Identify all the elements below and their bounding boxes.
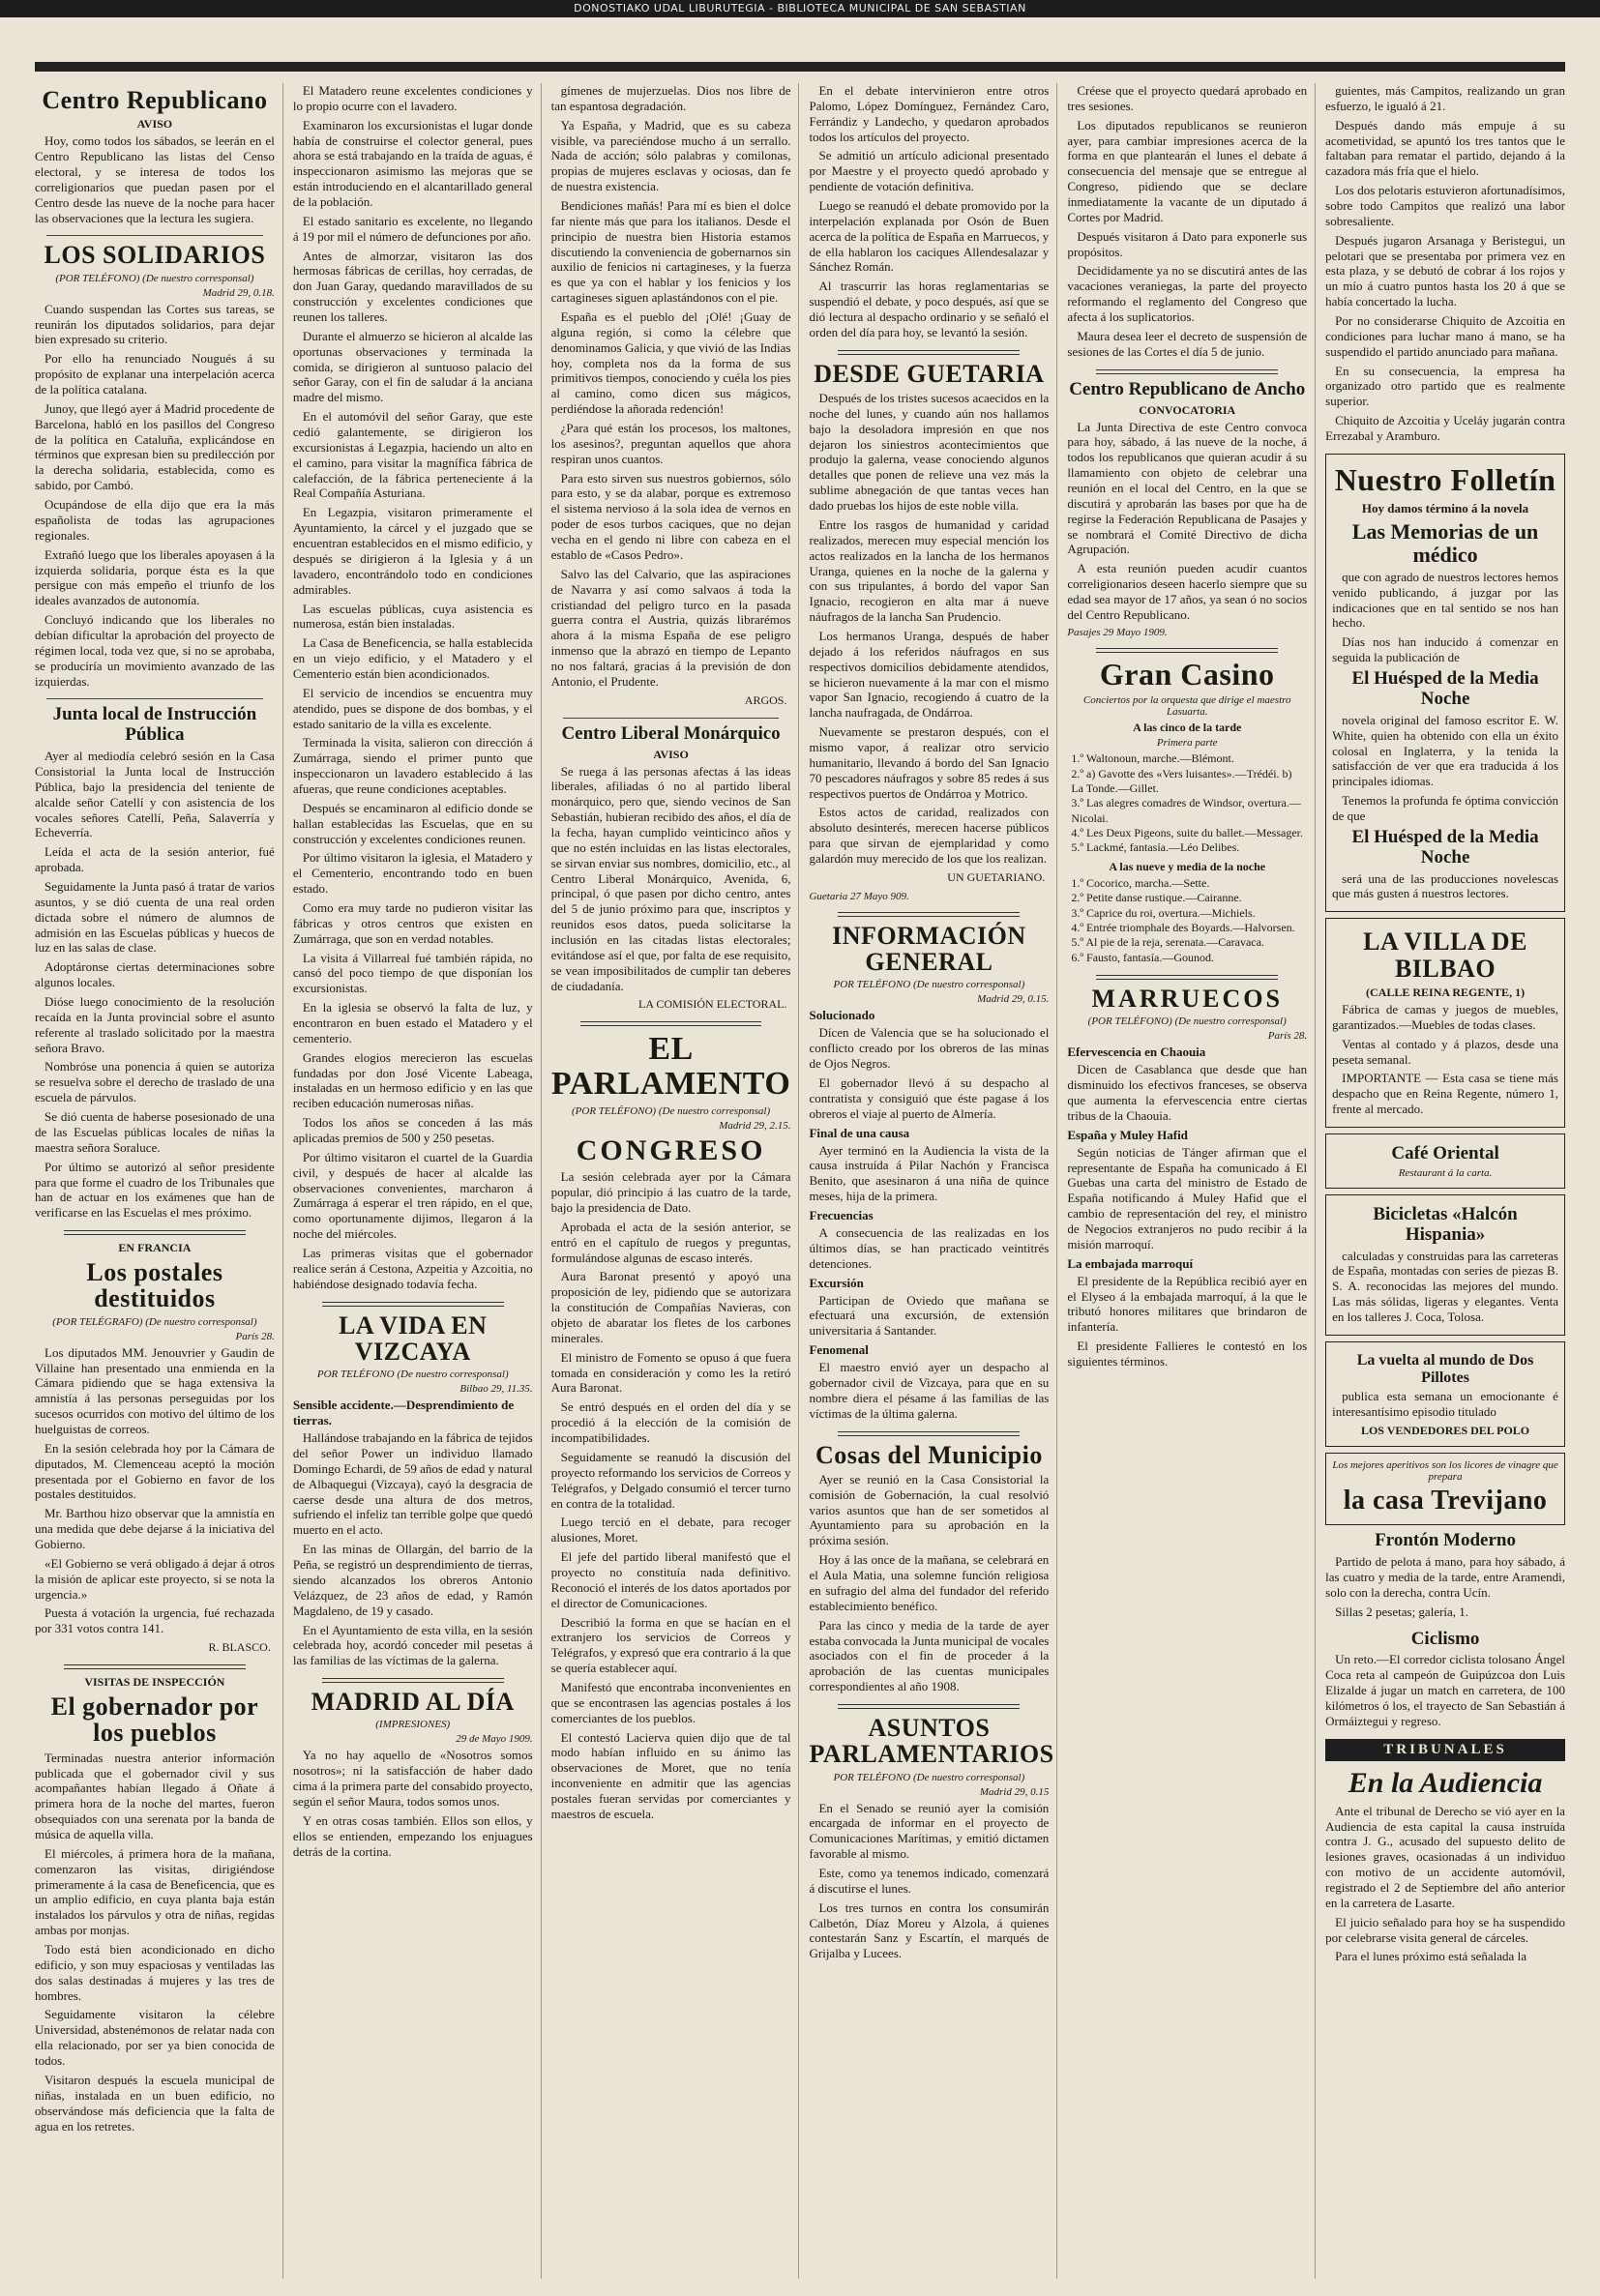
divider <box>64 1230 246 1235</box>
headline: LA VILLA DE BILBAO <box>1363 927 1527 983</box>
paragraph: El maestro envió ayer un despacho al gobernador civil de Vizcaya, para que en su nombre diera el pésame á las familias de las víctimas de la última galerna. <box>809 1360 1050 1421</box>
headline: ASUNTOS PARLAMENTARIOS <box>809 1713 1054 1769</box>
headline: Café Oriental <box>1391 1142 1499 1163</box>
dateline: Madrid 29, 2.15. <box>719 1119 791 1132</box>
paragraph: El presidente de la República recibió ayer en el Elyseo á la embajada marroquí, á la que le tributó honores militares que brindaron de infantería. <box>1067 1273 1308 1335</box>
paragraph: que con agrado de nuestros lectores hemos venido publicando, á juzgar por las indicaciones que en tal sentido se nos han hecho. <box>1332 569 1558 631</box>
paragraph: Maura desea leer el decreto de suspensión de sesiones de las Cortes el día 5 de junio. <box>1067 328 1308 359</box>
paragraph: Para esto sirven sus nuestros gobiernos, sólo para esto, y se da alabar, porque es extremoso el sistema nervioso á la sola idea de vernos en poder de esos turbos caciques, que no dejan vecha en el gendo ni libre con cabeza en el establo de «Casos Pedro». <box>550 470 791 562</box>
paragraph: Terminadas nuestra anterior información publicada que el gobernador civil y sus acompañantes habían llegado á Oñate á primera hora de la noche del martes, fueron obsequiados con una serenata por la banda de música de aquella villa. <box>35 1750 275 1842</box>
paragraph: Aura Baronat presentó y apoyó una proposición de ley, pidiendo que se autorizara la constitución de Compañías Navieras, con objeto de abaratar los fletes de los carbones minerales. <box>550 1269 791 1345</box>
paragraph: Terminada la visita, salieron con dirección á Zumárraga, siendo el primer punto que inspeccionaron un lavadero establecido á las afueras, que reune condiciones aceptables. <box>292 735 533 796</box>
paragraph: Partido de pelota á mano, para hoy sábado, á las cuatro y media de la tarde, entre Aramendi, solo con la derecha, contra Ucín. <box>1325 1554 1565 1600</box>
paragraph: publica esta semana un emocionante é interesantísimo episodio titulado <box>1332 1389 1558 1419</box>
column-6 <box>1325 83 1573 2279</box>
paragraph: Los dos pelotaris estuvieron afortunadísimos, sobre todo Campitos que realizó una labor sobresaliente. <box>1325 183 1565 228</box>
paragraph: En el Senado se reunió ayer la comisión encargada de informar en el proyecto de Comunicaciones Marítimas, y emitió dictamen favorable al mismo. <box>809 1800 1050 1862</box>
paragraph: Al trascurrir las horas reglamentarias se suspendió el debate, y poco después, así que se dió lectura al despacho ordinario y se señaló el orden del día para hoy, se levantó la sesión. <box>809 279 1050 339</box>
subhead: Los mejores aperitivos son los licores de vinagre que prepara <box>1332 1458 1558 1483</box>
subhead: Final de una causa <box>809 1125 910 1140</box>
paragraph: calculadas y construidas para las carreteras de España, montadas con series de piezas B. S. A. reconocidas las mejores del mundo. Las más sólidas, ligeras y elegantes. Venta en los talleres J. Coca, Tolosa. <box>1332 1248 1558 1325</box>
divider <box>46 235 263 236</box>
byline: POR TELÉFONO (De nuestro corresponsal) <box>833 979 1025 991</box>
divider <box>1096 369 1278 374</box>
headline: la casa Trevijano <box>1343 1485 1548 1516</box>
paragraph: En el debate intervinieron entre otros Palomo, López Domínguez, Fernández Caro, Ferrándiz y Landecho, y quedaron aprobados todos los artículos del proyecto. <box>809 83 1050 144</box>
byline: (POR TELÉFONO) (De nuestro corresponsal) <box>1087 1016 1287 1028</box>
novel-title: El Huésped de la Media Noche <box>1351 668 1539 709</box>
paragraph: Cuando suspendan las Cortes sus tareas, se reunirán los diputados solidarios, para dejar bien expresado su criterio. <box>35 301 275 347</box>
program-item: 4.º Entrée triomphale des Boyards.—Halvorsen. <box>1071 920 1295 934</box>
subhead: LOS VENDEDORES DEL POLO <box>1360 1423 1530 1437</box>
paragraph: Los diputados republicanos se reunieron ayer, para cambiar impresiones acerca de la forma en que plantearán el lunes el debate á consecuencia del mensaje que se entregue al Congreso, pidiendo que se declare inmediatamente la vacante de un diputado á Cortes por Madrid. <box>1067 117 1308 224</box>
dateline: Madrid 29, 0.18. <box>202 286 275 299</box>
program-item: 3.º Caprice du roi, overtura.—Michiels. <box>1071 905 1256 920</box>
dateline: Madrid 29, 0.15 <box>979 1785 1050 1798</box>
paragraph: Después visitaron á Dato para exponerle sus propósitos. <box>1067 228 1308 259</box>
headline: Nuestro Folletín <box>1334 461 1556 497</box>
dateline: 29 de Mayo 1909. <box>456 1733 533 1746</box>
paragraph: Luego terció en el debate, para recoger alusiones, Moret. <box>550 1515 791 1545</box>
novel-title: Las Memorias de un médico <box>1351 518 1539 567</box>
paragraph: En el automóvil del señor Garay, que este cedió galantemente, se dirigieron los excursionistas á Legazpia, haciendo un alto en el camino, para visitar la magnífica fábrica de calefacción, de la fábrica perteneciente á la Real Compañía Asturiana. <box>292 409 533 501</box>
paragraph: Bendiciones mañás! Para mí es bien el dolce far niente más que para los italianos. Desde el principio de nuestra bien Historia estamos discutiendo la conveniencia de gobernarnos sin auxilio de fenicios ni cartagineses, y la fuerza es que ya con el hablar y los fenicios y los cartagineses siguen aplastándonos con el pie. <box>550 198 791 306</box>
ad-trevijano <box>1325 1453 1565 1525</box>
ad-bicicletas <box>1325 1194 1565 1336</box>
paragraph: Nuevamente se prestaron después, con el mismo vapor, á realizar otro servicio humanitario, llevando á bordo del San Ignacio 70 pescadores náufragos y sobre 85 redes á sus respectivos puertos de Ondárroa y Motrico. <box>809 724 1050 801</box>
paragraph: Hoy á las once de la mañana, se celebrará en el Aula Matia, una solemne función religiosa en sufragio del alma del fundador del referido establecimiento benéfico. <box>809 1552 1050 1613</box>
column-4 <box>809 83 1057 2279</box>
novel-title: El Huésped de la Media Noche <box>1351 826 1539 868</box>
program-item: 4.º Les Deux Pigeons, suite du ballet.—Messager. <box>1071 826 1303 840</box>
paragraph: Todos los años se conceden á las más aplicadas premios de 500 y 250 pesetas. <box>292 1115 533 1145</box>
subhead: AVISO <box>136 117 173 132</box>
paragraph: guientes, más Campitos, realizando un gran esfuerzo, le igualó á 21. <box>1325 83 1565 113</box>
program-item: 2.º a) Gavotte des «Vers luisantes».—Trédéi. b) La Tonde.—Gillet. <box>1071 766 1292 795</box>
article-madrid-cont <box>551 83 791 708</box>
program-item: 2.º Petite danse rustique.—Cairanne. <box>1071 891 1242 905</box>
paragraph: El gobernador llevó á su despacho al contratista y consiguió que éste pagase á los obreros el viaje al puerto de Almería. <box>809 1075 1050 1121</box>
paragraph: ¿Para qué están los procesos, los maltones, los asesinos?, preguntan aquellos que ahora respiran unos cuantos. <box>550 421 791 466</box>
signature: R. BLASCO. <box>208 1640 271 1655</box>
paragraph: Nombróse una ponencia á quien se autoriza se resuelva sobre el derecho de traslado de una escuela de párvulos. <box>35 1059 275 1105</box>
program-list <box>1067 876 1307 965</box>
headline: EL PARLAMENTO <box>550 1031 791 1103</box>
paragraph: Examinaron los excursionistas el lugar donde había de construirse el colector general, pues ahora se está trabajando en la traída de aguas, é inspeccionaron asimismo las mejoras que se están introduciendo en el alcantarillado general de la población. <box>292 117 533 210</box>
column-1 <box>35 83 283 2279</box>
paragraph: Puesta á votación la urgencia, fué rechazada por 331 votos contra 141. <box>35 1605 275 1636</box>
paragraph: Para el lunes próximo está señalada la <box>1335 1949 1526 1964</box>
paragraph: Tenemos la profunda fe óptima convicción de que <box>1332 793 1558 823</box>
program-time: A las nueve y media de la noche <box>1109 859 1266 873</box>
paragraph: Fábrica de camas y juegos de muebles, garantizados.—Muebles de todas clases. <box>1332 1001 1558 1032</box>
divider <box>838 1704 1020 1709</box>
divider <box>64 1664 246 1669</box>
paragraph: Hallándose trabajando en la fábrica de tejidos del señor Power un individuo llamado Domingo Echardi, de 59 años de edad y natural de Albaquegui (Vizcaya), cayó la desgracia de caerse desde una altura de dos metros, sufriendo el infeliz tan terrible golpe que quedó muerto en el acto. <box>292 1430 533 1538</box>
headline: MARRUECOS <box>1091 984 1283 1013</box>
paragraph: La Casa de Beneficencia, se halla establecida en un viejo edificio, y el Matadero y el Cementerio están bien acondicionados. <box>292 635 533 681</box>
subhead: Conciertos por la orquesta que dirige el maestro Lasuarta. <box>1082 694 1291 719</box>
divider <box>322 1302 504 1307</box>
program-item: 6.º Fausto, fantasía.—Gounod. <box>1071 950 1215 964</box>
column-2 <box>293 83 542 2279</box>
paragraph: Ventas al contado y á plazos, desde una peseta semanal. <box>1332 1036 1558 1067</box>
paragraph: Manifestó que encontraba inconvenientes en que se encontrasen las agencias postales á los comerciantes de los pueblos. <box>550 1679 791 1725</box>
column-5 <box>1067 83 1316 2279</box>
paragraph: Extrañó luego que los liberales apoyasen á la izquierda solidaria, porque ésta es la que persigue con más empeño el triunfo de los ideales avanzados de autonomía. <box>35 546 275 608</box>
paragraph: Salvo las del Calvario, que las aspiraciones de Navarra y así como salvaos á toda la cristiandad del peligro turco en la pasada guerra contra el Austria, quizás librarémos ahora á la misma España de ese peligro inmenso que la abrazó en tiempo de Lepanto no nos faltará, gracias á la previsión de don Antonio, el Prudente. <box>550 566 791 689</box>
program-list <box>1067 751 1307 856</box>
paragraph: Seguidamente se reanudó la discusión del proyecto reformando los servicios de Correos y Telégrafos, y Delgado consumió el tercer turno en contra de la totalidad. <box>550 1449 791 1511</box>
paragraph: Antes de almorzar, visitaron las dos hermosas fábricas de cerillas, hoy cerradas, de don Juan Garay, quedando maravillados de su construcción y excelentes condiciones que reunen los talleres. <box>292 248 533 325</box>
dateline: París 28. <box>1267 1030 1308 1043</box>
headline: MADRID AL DÍA <box>311 1688 515 1717</box>
subhead: CONVOCATORIA <box>1139 402 1236 417</box>
article-audiencia <box>1325 1767 1565 1965</box>
byline: (POR TELÉFONO) (De nuestro corresponsal) <box>572 1104 771 1117</box>
byline: POR TELÉFONO (De nuestro corresponsal) <box>833 1771 1025 1783</box>
paragraph: Por último visitaron el cuartel de la Guardia civil, y después de hacer al alcalde las observaciones convenientes, marcharon á Zumárraga á esperar el tren rápido, en el que, como oportunamente dijimos, llegaron á la noche del miércoles. <box>292 1149 533 1242</box>
divider <box>322 1678 504 1683</box>
paragraph: Hoy, como todos los sábados, se leerán en el Centro Republicano las listas del Censo electoral, y se interesa de todos los correligionarios que puedan pasen por el Centro desde las nueve de la noche para hacer las observaciones que la lectura les sugiera. <box>35 133 275 225</box>
paragraph: Por ello ha renunciado Nougués á su propósito de explanar una interpelación acerca de la política catalana. <box>35 351 275 397</box>
article-gobernador-cont <box>293 83 533 1292</box>
article-cosas-municipio <box>809 1442 1049 1694</box>
paragraph: Un reto.—El corredor ciclista tolosano Ángel Coca reta al campeón de Guipúzcoa don Luis Elizalde á jugar un match en carretera, de 100 kilómetros ó los, el trayecto de San Sebastián á Ormáiztegui y regreso. <box>1325 1652 1565 1728</box>
paragraph: El Matadero reune excelentes condiciones y lo propio ocurre con el lavadero. <box>292 83 533 113</box>
paragraph: El miércoles, á primera hora de la mañana, comenzaron las visitas, dirigiéndose primeramente á la casa de Beneficencia, que es un amplio edificio, en cuya planta baja están instalados los párvulos y otra de niñas, regidas ambas por monjas. <box>35 1845 275 1938</box>
program-item: 5.º Al pie de la reja, serenata.—Caravaca. <box>1071 935 1264 950</box>
dateline: Madrid 29, 0.15. <box>977 993 1050 1006</box>
divider <box>838 350 1020 355</box>
byline: (IMPRESIONES) <box>375 1719 451 1731</box>
paragraph: Días nos han inducido á comenzar en seguida la publicación de <box>1332 634 1558 665</box>
paragraph: Por no considerarse Chiquito de Azcoitia en condiciones para luchar mano á mano, se ha suspendido el partido anunciado para mañana. <box>1325 313 1565 359</box>
ad-folletin <box>1325 454 1565 912</box>
paragraph: La Junta Directiva de este Centro convoca para hoy, sábado, á las nueve de la noche, á todos los republicanos que quieran acudir á su llamamiento con objeto de celebrar una reunión en el local del Centro, en la que se discutirá y aprobarán las bases por que ha de regirse la Federación Republicana de Pasajes y se nombrará el Comité Directivo de dicha Agrupación. <box>1067 419 1308 557</box>
article-asuntos-parlamentarios <box>809 1713 1054 1961</box>
paragraph: España es el pueblo del ¡Olé! ¡Guay de alguna región, si como la célebre que denominamos Galicia, y que vivió de las Indias hoy, completa nos da la forma de sus primitivos tiempos, conociendo y cuéla los pies al camino, como dicen sus mágicos, perdiéndose la añorada redención! <box>550 309 791 417</box>
dateline: París 28. <box>235 1330 275 1342</box>
paragraph: Y en otras cosas también. Ellos son ellos, y ellos se entienden, empezando los enjuagues detrás de la cortina. <box>292 1812 533 1859</box>
paragraph: Por último se autorizó al señor presidente para que forme el cuadro de los Tribunales que han de actuar en los exámenes que han de verificarse en las Escuelas el mes próximo. <box>35 1159 275 1221</box>
headline: La vuelta al mundo de Dos Pillotes <box>1356 1351 1534 1386</box>
paragraph: Se entró después en el orden del día y se procedió á la elección de la comisión de incompatibilidades. <box>550 1399 791 1446</box>
subhead: (CALLE REINA REGENTE, 1) <box>1366 985 1526 999</box>
article-vida-vizcaya <box>293 1312 533 1668</box>
article-ciclismo <box>1325 1630 1565 1729</box>
divider <box>46 698 263 699</box>
paragraph: Créese que el proyecto quedará aprobado en tres sesiones. <box>1067 83 1308 113</box>
paragraph: Después de los tristes sucesos acaecidos en la noche del lunes, y cuando aún nos hallamos bajo la desoladora impresión en que nos dejaron los siniestros acontecimientos que produjo la galerna, vease conociendo algunos detalles que ponen de relieve una vez más la sublime abnegación de que tantas veces han dado pruebas los hijos de este noble villa. <box>809 391 1050 514</box>
divider <box>580 1021 762 1026</box>
article-congreso-cont <box>809 83 1049 340</box>
paragraph: Todo está bien acondicionado en dicho edificio, y son muy espaciosas y ventiladas las dos salas destinadas á mujeres y las tres de hombres. <box>35 1942 275 2003</box>
masthead-rule <box>35 62 1565 72</box>
article-informacion-general <box>809 923 1049 1422</box>
subhead: Excursión <box>809 1275 864 1290</box>
paragraph: La sesión celebrada ayer por la Cámara popular, dió principio á las cuatro de la tarde, bajo la presidencia de Dato. <box>550 1169 791 1216</box>
headline: Gran Casino <box>1099 656 1275 692</box>
paragraph: Aprobada el acta de la sesión anterior, se entró en el capítulo de ruegos y preguntas, formulándose algunas de escaso interés. <box>550 1219 791 1265</box>
dateline: Guetaria 27 Mayo 909. <box>809 890 909 902</box>
subhead: Efervescencia en Chaouia <box>1067 1045 1206 1060</box>
paragraph: Participan de Oviedo que mañana se efectuará una excursión, de extensión universitaria á Santander. <box>809 1292 1050 1339</box>
headline: LA VIDA EN VIZCAYA <box>339 1310 488 1366</box>
program-part: Primera parte <box>1156 737 1218 750</box>
signature: UN GUETARIANO. <box>947 869 1046 884</box>
paragraph: Por último visitaron la iglesia, el Matadero y el Cementerio, encontrando todo en buen estado. <box>292 850 533 897</box>
paragraph: Ya no hay aquello de «Nosotros somos nosotros»; ni la satisfacción de haber dado cima á la primera parte del consabido proyecto, según el señor Maura, todos somos unos. <box>292 1748 533 1809</box>
paragraph: Las escuelas públicas, cuya asistencia es numerosa, están bien instaladas. <box>292 601 533 632</box>
subhead: AVISO <box>653 747 689 761</box>
paragraph: Después dando más empuje á su acometividad, se apuntó los tres tantos que le faltaban para rematar el partido, dejando á la cazadora más fría que el hielo. <box>1325 117 1565 179</box>
program-item: 3.º Las alegres comadres de Windsor, overtura.—Nicolai. <box>1071 796 1301 825</box>
columns <box>35 83 1573 2279</box>
paragraph: Ya España, y Madrid, que es su cabeza visible, va pareciéndose mucho á un serrallo. Nada de acción; sólo palabras y comilonas, propias de mujeres esclavas y ociosas, dan fe de nuestra existencia. <box>550 117 791 194</box>
divider <box>838 1431 1020 1436</box>
paragraph: Luego se reanudó el debate promovido por la interpelación explanada por Osón de Buen acerca de la política de España en Marruecos, y de ella hablaron los caciques Allendesalazar y Sánchez Román. <box>809 198 1050 275</box>
article-centro-liberal <box>551 724 791 1013</box>
paragraph: Adoptáronse ciertas determinaciones sobre algunos locales. <box>35 959 275 990</box>
program-time: A las cinco de la tarde <box>1133 721 1242 735</box>
paragraph: Ocupándose de ella dijo que era la más españolista de todas las agrupaciones regionales. <box>35 497 275 543</box>
headline: DESDE GUETARIA <box>814 359 1045 388</box>
paragraph: A esta reunión pueden acudir cuantos correligionarios deseen hacerlo siempre que su edad sea mayor de 17 años, ya sean ó no socios del Centro Republicano. <box>1067 561 1308 622</box>
paragraph: Según noticias de Tánger afirman que el representante de España ha comunicado á El Guebas una carta del ministro de Estado de España notificando á Muley Hafid que el cambio de representación del rey, el ministro de Negocios extranjeros no pudo recibir á la misión marroquí. <box>1067 1144 1308 1251</box>
paragraph: Dicen de Casablanca que desde que han disminuido los efectivos franceses, se observa que aumenta la efervescencia entre ciertas tribus de la Chaouia. <box>1067 1062 1308 1123</box>
article-gobernador <box>35 1675 275 2134</box>
article-pelota-cont <box>1325 83 1565 444</box>
paragraph: Ayer al mediodía celebró sesión en la Casa Consistorial la Junta local de Instrucción Pública, bajo la presidencia del teniente de alcalde señor Catellí y con asistencia de los vocales señores Catellí, Peña, Salaverría y Echeverría. <box>35 749 275 840</box>
paragraph: Se admitió un artículo adicional presentado por Maestre y el proyecto quedó aprobado y pendiente de votación definitiva. <box>809 148 1050 194</box>
paragraph: Junoy, que llegó ayer á Madrid procedente de Barcelona, habló en los pasillos del Congreso de la política en Cataluña, explicándose en términos que expresan bien su predilección por la derecha solidaria, establecida, como es sabido, por Cambó. <box>35 400 275 493</box>
subhead: Hoy damos término á la novela <box>1361 500 1529 515</box>
paragraph: El presidente Fallieres le contestó en los siguientes términos. <box>1067 1339 1308 1369</box>
paragraph: Se dió cuenta de haberse posesionado de una de las Escuelas públicas locales de niñas la maestra señora Soraluce. <box>35 1109 275 1155</box>
kicker: VISITAS DE INSPECCIÓN <box>84 1675 225 1690</box>
headline: Ciclismo <box>1410 1628 1480 1649</box>
subhead: Restaurant á la carta. <box>1398 1166 1493 1179</box>
paragraph: Grandes elogios merecieron las escuelas fundadas por don José Vicente Labeaga, instaladas en un hermoso edificio y en las que reciben educación numerosas niñas. <box>292 1049 533 1111</box>
article-fronton <box>1325 1531 1565 1619</box>
paragraph: Las primeras visitas que el gobernador realice serán á Cestona, Azpeitia y Azcoitia, no habiéndose designado todavía fecha. <box>292 1246 533 1291</box>
headline: Cosas del Municipio <box>815 1440 1043 1469</box>
subhead: Fenomenal <box>809 1342 869 1358</box>
paragraph: Estos actos de caridad, realizados con absoluto desinterés, merecen hacerse públicos para que sirvan de ejemplaridad y como galardón muy merecido de los que los realizan. <box>809 805 1050 866</box>
article-solidarios <box>35 242 275 689</box>
headline: Centro Republicano <box>42 86 268 114</box>
byline: POR TELÉFONO (De nuestro corresponsal) <box>316 1369 509 1381</box>
subhead: Sensible accidente.—Desprendimiento de tierras. <box>292 1398 515 1428</box>
dateline: Bilbao 29, 11.35. <box>459 1383 533 1396</box>
divider <box>1096 975 1278 980</box>
paragraph: El servicio de incendios se encuentra muy atendido, pues se dispone de dos bombas, y el estado sanitario de la villa es excelente. <box>292 685 533 731</box>
headline: INFORMACIÓN GENERAL <box>832 921 1026 977</box>
paragraph: Para las cinco y media de la tarde de ayer estaba convocada la Junta municipal de vocales asociados con el fin de proceder á la aprobación de las cuentas municipales correspondientes al año 1908. <box>809 1617 1050 1694</box>
byline: (POR TELÉFONO) (De nuestro corresponsal) <box>55 272 254 284</box>
paragraph: Seguidamente visitaron la célebre Universidad, abstenémonos de relatar nada con ella relacionado, por ser ya bien conocida de todos. <box>35 2007 275 2069</box>
article-marruecos <box>1067 986 1307 1369</box>
headline: Frontón Moderno <box>1375 1530 1516 1551</box>
ad-vuelta-mundo <box>1325 1341 1565 1447</box>
article-guetaria <box>809 361 1049 902</box>
paragraph: Después se encaminaron al edificio donde se hallan establecidas las Escuelas, que en su construcción y excelentes condiciones reunen. <box>292 800 533 846</box>
paragraph: Este, como ya tenemos indicado, comenzará á discutirse el lunes. <box>809 1865 1050 1896</box>
article-centro-ancho <box>1067 380 1307 638</box>
paragraph: gímenes de mujerzuelas. Dios nos libre de tan espantosa degradación. <box>550 83 791 113</box>
paragraph: El contestó Lacierva quien dijo que de tal modo habían influido en su ánimo las observaciones de Moret, que no tenía inconveniente en admitir que las agencias postales fueran servidas por comerciantes y maestros de escuela. <box>550 1729 791 1821</box>
article-centro-republicano <box>35 87 275 225</box>
paragraph: IMPORTANTE — Esta casa se tiene más despacho que en Reina Regente, número 1, frente al mercado. <box>1332 1071 1558 1117</box>
paragraph: Dióse luego conocimiento de la resolución recaída en la Junta provincial sobre el asunto referente al traslado solicitado por la maestra señora Bravo. <box>35 994 275 1055</box>
paragraph: Durante el almuerzo se hicieron al alcalde las oportunas observaciones y terminada la comida, se dirigieron al suntuoso palacio del señor Garay, con el fin de saludar á la anciana madre del mismo. <box>292 328 533 405</box>
paragraph: Mr. Barthou hizo observar que la amnistía en una medida que debe dejarse á la iniciativa del Gobierno. <box>35 1506 275 1551</box>
paragraph: En las minas de Ollargán, del barrio de la Peña, se registró un desprendimiento de tierras, siendo alcanzados los obreros Antonio Velázquez, de 23 años de edad, y Ramón Magdaleno, de 19 y casado. <box>292 1542 533 1618</box>
paragraph: Se ruega á las personas afectas á las ideas liberales, afiliadas ó no al partido liberal monárquico, pero que, siendo vecinos de San Sebastián, hubieran recibido des años, el día de la fecha, hayan cumplido veinticinco años y que no estén incluidas en las listas electorales, se sirvan enviar sus nombres, domicilio, etc., al Centro Liberal Monárquico, Avenida, 6, principal, ó que pasen por dicho centro, antes del 5 de junio próximo para que, inscriptos y reunidos esos datos, pueda solicitarse la inclusión en las citadas listas electorales; evitándose así el que, por falta de ese requisito, se vean imposibilitados de cumplir tan deberes de ciudadanía. <box>550 763 791 993</box>
divider <box>838 912 1020 917</box>
paragraph: El jefe del partido liberal manifestó que el proyecto no constituía nada definitivo. Reconoció el interés de los datos aportados por el director de Comunicaciones. <box>550 1549 791 1610</box>
source-watermark: DONOSTIAKO UDAL LIBURUTEGIA - BIBLIOTECA MUNICIPAL DE SAN SEBASTIAN <box>0 0 1600 17</box>
headline: En la Audiencia <box>1348 1766 1543 1799</box>
paragraph: Concluyó indicando que los liberales no debían dificultar la aprobación del proyecto de régimen local, toda vez que, si no se aprobaba, se produciría un movimiento avanzado de las izquierdas. <box>35 612 275 689</box>
article-junta-instruccion <box>35 705 275 1221</box>
headline: Bicicletas «Halcón Hispania» <box>1373 1203 1518 1245</box>
paragraph: En la iglesia se observó la falta de luz, y encontraron en buen estado el Matadero y el cementerio. <box>292 1000 533 1045</box>
paragraph: será una de las producciones novelescas que más gusten á nuestros lectores. <box>1332 870 1558 901</box>
article-gran-casino <box>1067 656 1307 965</box>
section-banner: TRIBUNALES <box>1325 1739 1565 1761</box>
headline: Centro Republicano de Ancho <box>1069 378 1306 399</box>
subhead: Solucionado <box>809 1008 875 1023</box>
paragraph: La visita á Villarreal fué también rápida, no cansó del poco tiempo de que disponían los excursionistas. <box>292 950 533 996</box>
ad-villa-bilbao <box>1325 918 1565 1128</box>
kicker: EN FRANCIA <box>118 1241 192 1255</box>
byline: (POR TELÉGRAFO) (De nuestro corresponsal) <box>52 1315 257 1328</box>
headline: Centro Liberal Monárquico <box>561 722 781 744</box>
article-madrid-al-dia <box>293 1689 533 1859</box>
paragraph: En el Ayuntamiento de esta villa, en la sesión celebrada hoy, acordó conceder mil pesetas á las familias de las víctimas de la galerna. <box>292 1622 533 1668</box>
article-parlamento <box>551 1032 791 1821</box>
paragraph: El estado sanitario es excelente, no llegando á 19 por mil el número de defunciones por año. <box>292 213 533 244</box>
paragraph: Ayer se reunió en la Casa Consistorial la comisión de Gobernación, la cual resolvió varios asuntos que han de ser sometidos al Ayuntamiento para su aprobación en la próxima sesión. <box>809 1471 1050 1548</box>
paragraph: novela original del famoso escritor E. W. White, quien ha obtenido con ella un éxito colosal en Inglaterra, y la tenida la satisfacción de ver que era traducida á los principales idiomas. <box>1332 712 1558 789</box>
program-item: 5.º Lackmé, fantasía.—Léo Delibes. <box>1071 840 1240 855</box>
paragraph: Como era muy tarde no pudieron visitar las fábricas y otros centros que existen en Zumárraga, que son en verdad notables. <box>292 899 533 946</box>
dateline: Pasajes 29 Mayo 1909. <box>1067 626 1168 638</box>
paragraph: Ayer terminó en la Audiencia la vista de la causa instruída á Pilar Nachón y Francisca Benito, que asesinaron á una niña de quince meses, hija de la primera. <box>809 1142 1050 1204</box>
paragraph: Después jugaron Arsanaga y Beristegui, un pelotari que se presentaba por primera vez en esta plaza, y se debutó de cobrar á los rojos y un mío á cuatro puntos hasta los 20 á que se había concertado la lucha. <box>1325 232 1565 309</box>
article-postales <box>35 1241 275 1655</box>
headline: CONGRESO <box>576 1133 766 1166</box>
paragraph: Seguidamente la Junta pasó á tratar de varios asuntos, y se dió cuenta de una real orden dictada sobre el número de alumnos de admisión en las Escuelas públicas y huecos de luz en las salas de clase. <box>35 879 275 956</box>
paragraph: Visitaron después la escuela municipal de niñas, instalada en un buen edificio, no observándose más deficiencia que la falta de agua en los retretes. <box>35 2072 275 2134</box>
paragraph: Leída el acta de la sesión anterior, fué aprobada. <box>35 844 275 875</box>
paragraph: Entre los rasgos de humanidad y caridad realizados, merecen muy especial mención los actos realizados en la lancha de los hermanos Uranga, quienes en la noche de la galerna y con sus tripulantes, á bordo del vapor San Ignacio, recogieron en alta mar á nueve náufragos de la lancha San Prudencio. <box>809 516 1050 625</box>
paragraph: Describió la forma en que se hacían en el extranjero los servicios de Correos y Telégrafos, y expresó que era contrario á la que se quería establecer aquí. <box>550 1614 791 1676</box>
paragraph: Los tres turnos en contra los consumirán Calbetón, Díaz Moreu y Alzola, á quienes contestarán Sanz y Escartín, el marqués de Grijalba y Lucees. <box>809 1899 1050 1961</box>
headline: El gobernador por los pueblos <box>50 1693 259 1748</box>
program-item: 1.º Waltonoun, marche.—Blémont. <box>1071 751 1234 766</box>
paragraph: En la sesión celebrada hoy por la Cámara de diputados, M. Clemenceau aceptó la moción presentada por el Gobierno en favor de los postales destituidos. <box>35 1440 275 1502</box>
subhead: España y Muley Hafid <box>1067 1127 1188 1142</box>
column-3 <box>551 83 800 2279</box>
paragraph: El ministro de Fomento se opuso á que fuera tomada en consideración y como les la retiró Aura Baronat. <box>550 1349 791 1396</box>
paragraph: Chiquito de Azcoitia y Uceláy jugarán contra Errezabal y Aramburo. <box>1325 413 1565 444</box>
subhead: La embajada marroquí <box>1067 1255 1194 1271</box>
headline: LOS SOLIDARIOS <box>44 241 266 270</box>
headline: Junta local de Instrucción Pública <box>52 704 257 746</box>
article-parlamento-cont <box>1067 83 1307 360</box>
paragraph: En su consecuencia, la empresa ha organizado otro partido que es realmente superior. <box>1325 363 1565 409</box>
signature: ARGOS. <box>744 692 787 707</box>
ad-cafe-oriental <box>1325 1133 1565 1189</box>
paragraph: Dícen de Valencia que se ha solucionado el conflicto creado por los obreros de las minas de Ojos Negros. <box>809 1025 1050 1072</box>
paragraph: En Legazpia, visitaron primeramente el Ayuntamiento, la cárcel y el juzgado que se encuentran establecidos en el mismo edificio, y después se dirigieron á la Iglesia y á un lavadero, encontrándolo todo en condiciones admirables. <box>292 505 533 597</box>
paragraph: A consecuencia de las realizadas en los últimos días, se han practicado veintitrés detenciones. <box>809 1225 1050 1271</box>
headline: Los postales destituidos <box>86 1258 223 1313</box>
paragraph: Sillas 2 pesetas; galería, 1. <box>1335 1604 1469 1619</box>
program-item: 1.º Cocorico, marcha.—Sette. <box>1071 875 1210 890</box>
paragraph: Los hermanos Uranga, después de haber dejado á los referidos náufragos en sus respectivos domicilios debidamente atendidos, se hicieron nuevamente á la mar con el mismo vapor San Ignacio, recogiendo á cuatro de la lancha naufragada, de Ondárroa. <box>809 628 1050 721</box>
signature: LA COMISIÓN ELECTORAL. <box>638 997 787 1012</box>
paragraph: Decididamente ya no se discutirá antes de las vacaciones veraniegas, la parte del proyecto reformando el reglamento del Congreso que afecta á los suplicatorios. <box>1067 263 1308 325</box>
divider <box>563 718 780 719</box>
paragraph: «El Gobierno se verá obligado á dejar á otros la misión de aplicar este proyecto, si se nota la urgencia.» <box>35 1555 275 1602</box>
subhead: Frecuencias <box>809 1208 874 1223</box>
paragraph: Los diputados MM. Jenouvrier y Gaudin de Villaine han presentado una enmienda en la Cámara pidiendo que se haga extensiva la amnistía á las personas perseguidas por los sucesos ocurridos con motivo del último de los huelguistas de correos. <box>35 1344 275 1436</box>
divider <box>1096 648 1278 653</box>
paragraph: Ante el tribunal de Derecho se vió ayer en la Audiencia de esta capital la causa instruída contra J. G., acusado del supuesto delito de lesiones graves, ocasionadas á un individuo con motivo de un accidente automóvil, registrado el 2 de Septiembre del año anterior en la carretera de Lasarte. <box>1325 1803 1565 1910</box>
paragraph: El juicio señalado para hoy se ha suspendido por celebrarse visita general de cárceles. <box>1325 1914 1565 1945</box>
